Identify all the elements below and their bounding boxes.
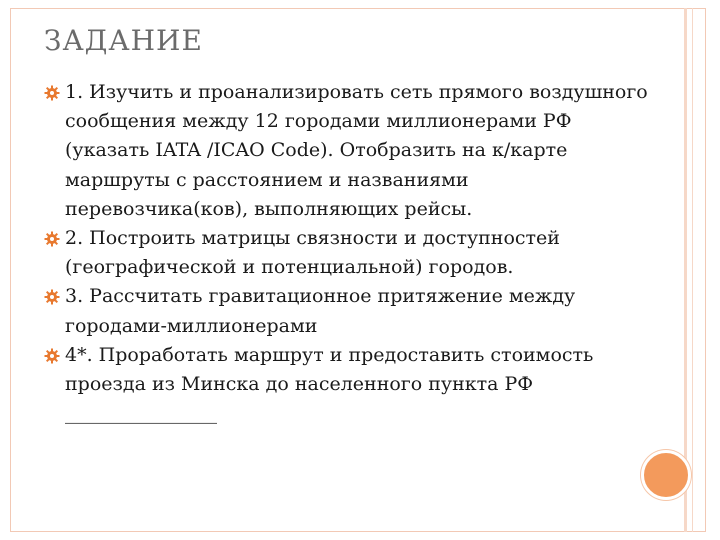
- slide-title: ЗАДАНИЕ: [44, 24, 203, 57]
- task-item-4: [44, 341, 654, 429]
- gear-icon: [44, 231, 60, 247]
- gear-icon: [44, 85, 60, 101]
- task-item-2: [44, 224, 654, 282]
- decorative-strip: [684, 8, 687, 532]
- task-text: 1. Изучить и проанализировать сеть прямого воздушного сообщения между 12 городами миллионерами РФ (указать IATA /ICAO Code). Отобразить на к/карте маршруты с расстоянием и названиями перевозчика(ков), выполняющих рейсы.: [65, 81, 648, 220]
- task-text: 2. Построить матрицы связности и доступностей (географической и потенциальной) городов.: [65, 227, 560, 279]
- task-item-1: [44, 78, 654, 224]
- decorative-circle: [641, 450, 691, 500]
- gear-icon: [44, 348, 60, 364]
- task-text: 3. Рассчитать гравитационное притяжение между городами-миллионерами: [65, 285, 576, 337]
- gear-icon: [44, 289, 60, 305]
- decorative-strip-thin: [692, 8, 693, 532]
- task-item-3: [44, 282, 654, 340]
- task-text: 4*. Проработать маршрут и предоставить стоимость проезда из Минска до населенного пункта РФ ________________: [65, 343, 594, 425]
- task-list: [44, 78, 654, 428]
